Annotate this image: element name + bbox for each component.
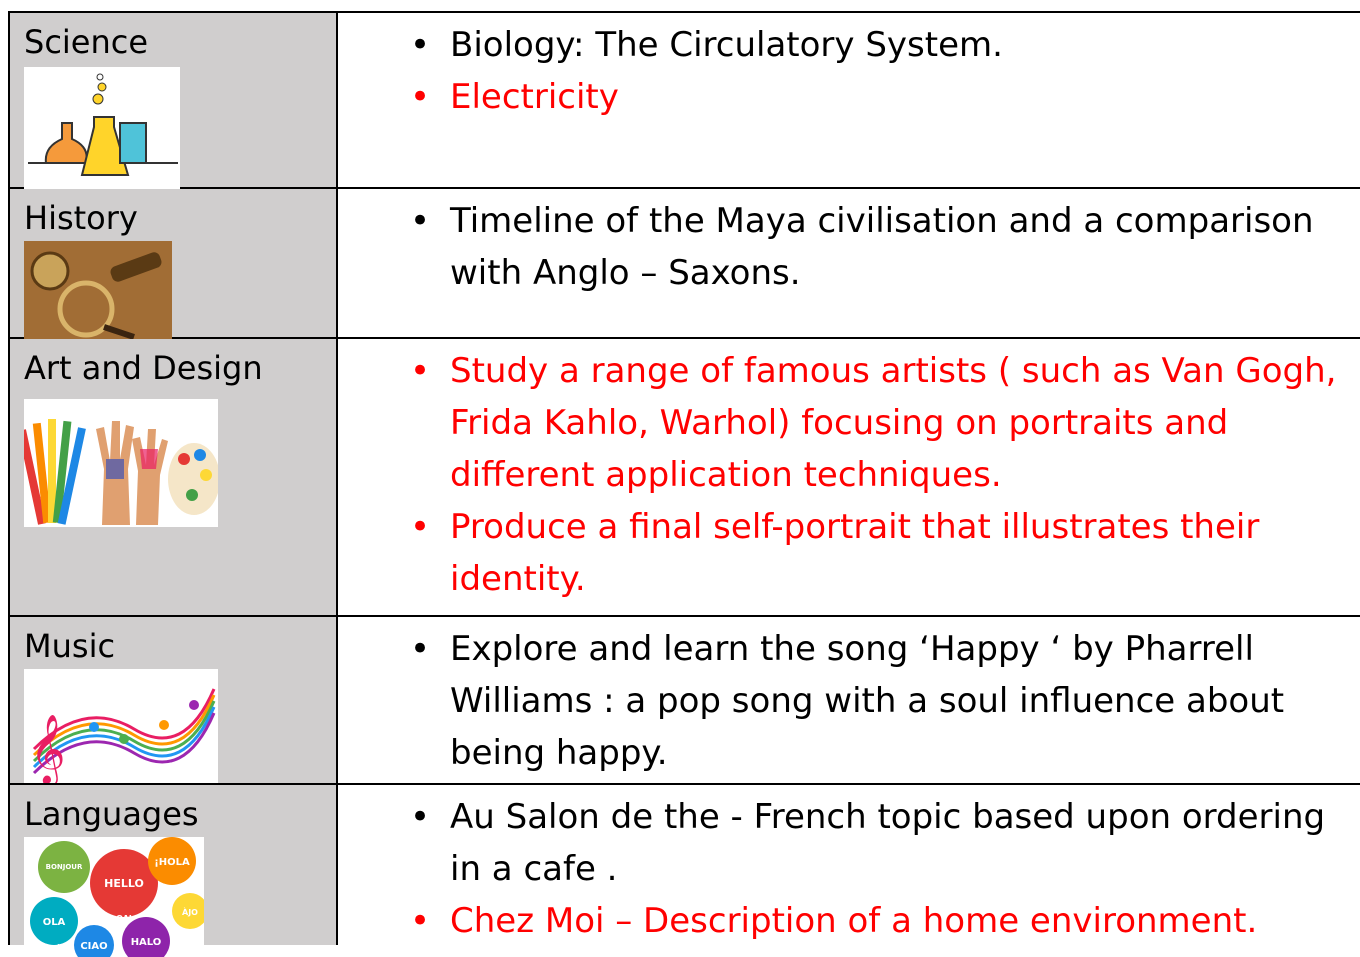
table-row-history [10,189,1360,339]
subject-name: Art and Design [24,349,263,387]
subject-name: Science [24,23,149,61]
bullet-icon: • [409,25,430,65]
svg-text:𝄞: 𝄞 [30,714,66,783]
bullet-icon: • [409,77,430,117]
bubble-word: CIAO [80,941,108,952]
list-item: • Chez Moi – Description of a home environment. [338,895,1360,947]
list-item: • Explore and learn the song ‘Happy ‘ by Pharrell Williams : a pop song with a soul influence about being happy. [338,623,1360,779]
subject-name: Languages [24,795,199,833]
list-item: • Timeline of the Maya civilisation and a comparison with Anglo – Saxons. [338,195,1360,299]
bubble-word: BONJOUR [45,863,83,871]
bullet-icon: • [409,629,430,669]
bubble-word: ÀJO [182,908,198,917]
bubble-word: HALO [130,937,162,948]
bullet-icon: • [409,201,430,241]
history-compass-map-icon [24,241,172,339]
content-cell-history [338,189,1360,337]
bubble-word: OLA [42,917,66,928]
content-cell-music [338,617,1360,783]
subject-name: Music [24,627,116,665]
list-item: • Study a range of famous artists ( such as Van Gogh, Frida Kahlo, Warhol) focusing on portraits and different application techniques. [338,345,1360,501]
bullet-icon: • [409,797,430,837]
bubble-word: 你好 [56,944,72,953]
bullet-icon: • [409,507,430,547]
table-row-music [10,617,1360,785]
table-row-science [10,13,1360,189]
subject-cell-music [10,617,338,783]
content-cell-languages [338,785,1360,945]
bubble-word: OAJ [116,914,132,923]
languages-speech-bubbles-icon [24,837,204,957]
subject-cell-languages [10,785,338,953]
bubble-word: ¡HOLA [154,857,190,868]
subject-cell-science [10,13,338,187]
subject-cell-art [10,339,338,615]
science-lab-flasks-icon [24,67,180,189]
list-item: • Biology: The Circulatory System. [338,19,1360,71]
list-item: • Produce a final self-portrait that illustrates their identity. [338,501,1360,605]
subject-cell-history [10,189,338,337]
music-notes-staff-icon [24,669,218,783]
bubble-word: HELLO [104,877,144,890]
content-cell-science [338,13,1360,187]
table-row-languages [10,785,1360,953]
bullet-icon: • [409,351,430,391]
subject-name: History [24,199,138,237]
list-item: • Electricity [338,71,1360,123]
bullet-icon: • [409,901,430,941]
art-pencils-hands-palette-icon [24,399,218,527]
curriculum-table [8,11,1360,953]
content-cell-art [338,339,1360,615]
table-row-art-and-design [10,339,1360,617]
list-item: • Au Salon de the - French topic based upon ordering in a cafe . [338,791,1360,895]
